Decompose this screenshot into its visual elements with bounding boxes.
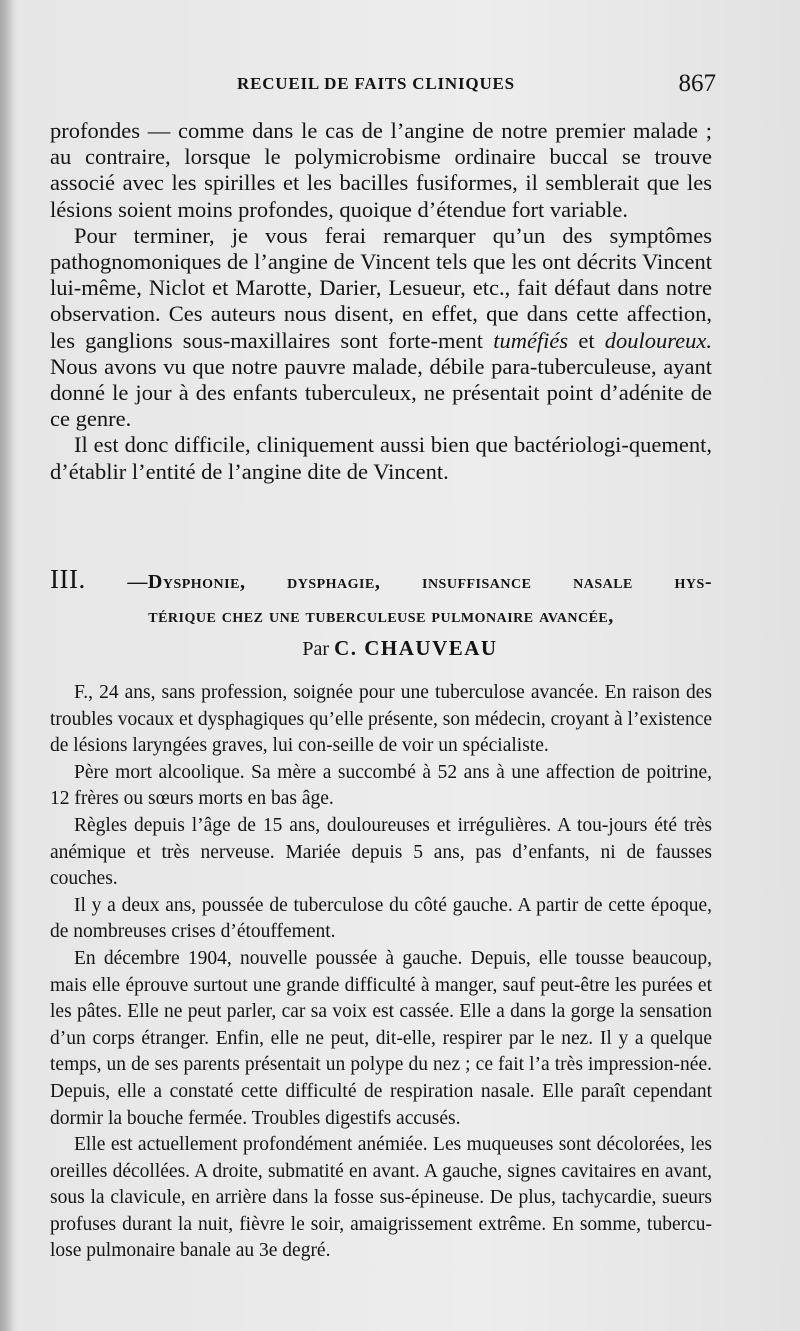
paragraph-text: Nous avons vu que notre pauvre malade, débile para-tuberculeuse, ayant donné le jour à des enfants tuberculeux, ne présentait point d’adénite de ce genre.	[50, 353, 712, 432]
paragraph-text: Pour terminer, je vous ferai remarquer qu’un des symptômes pathognomoniques de l’angine de Vincent tels que les ont décrits Vincent lui-même, Niclot et Marotte, Darier, Lesueur, etc., fait défaut dans notre observation. Ces auteurs nous disent, en effet, que dans cette affection, les ganglions sous-maxillaires sont forte-ment	[50, 222, 712, 353]
author-name: C. CHAUVEAU	[334, 636, 498, 660]
paragraph: F., 24 ans, sans profession, soignée pour une tuberculose avancée. En raison des troubles vocaux et dysphagiques qu’elle présente, son médecin, croyant à l’existence de lésions laryngées graves, lui con-seille de voir un spécialiste.	[50, 682, 712, 757]
section-1-body	[50, 118, 712, 485]
heading-line: térique chez une tuberculeuse pulmonaire avancée,	[148, 605, 614, 627]
heading-text: —Dysphonie, dysphagie, insuffisance nasale hys-	[127, 571, 712, 593]
byline	[0, 636, 800, 661]
paragraph: Il est donc difficile, cliniquement aussi bien que bactériologi-quement, d’établir l’entité de l’angine dite de Vincent.	[50, 432, 712, 484]
italic-term: douloureux.	[604, 327, 713, 353]
heading-line	[50, 562, 712, 599]
running-head	[52, 70, 716, 100]
paragraph: Règles depuis l’âge de 15 ans, douloureuses et irrégulières. A tou-jours été très anémique et très nerveuse. Mariée depuis 5 ans, pas d’enfants, ni de fausses couches.	[50, 814, 712, 890]
paragraph	[50, 223, 712, 433]
running-title: RECUEIL DE FAITS CLINIQUES	[237, 74, 515, 93]
paragraph-text: et	[578, 327, 595, 353]
italic-term: tuméfiés	[493, 327, 569, 353]
section-numeral: III.	[50, 564, 86, 594]
section-heading	[50, 562, 712, 633]
paragraph: Père mort alcoolique. Sa mère a succombé à 52 ans à une affection de poitrine, 12 frères ou sœurs morts en bas âge.	[50, 761, 712, 810]
paragraph: Il y a deux ans, poussée de tuberculose du côté gauche. A partir de cette époque, de nombreuses crises d’étouffement.	[50, 894, 712, 943]
section-3-body	[50, 680, 712, 1265]
paragraph: En décembre 1904, nouvelle poussée à gauche. Depuis, elle tousse beaucoup, mais elle éprouve surtout une grande difficulté à manger, sauf peut-être les purées et les pâtes. Elle ne peut parler, car sa voix est cassée. Elle a dans la gorge la sensation d’un corps étranger. Enfin, elle ne peut, dit-elle, respirer par le nez. Il y a quelque temps, un de ses parents présentait un polype du nez ; ce fait l’a très impression-née. Depuis, elle a constaté cette difficulté de respiration nasale. Elle paraît cependant dormir la bouche fermée. Troubles digestifs accusés.	[50, 947, 712, 1129]
paragraph: Elle est actuellement profondément anémiée. Les muqueuses sont décolorées, les oreilles décollées. A droite, submatité en avant. A gauche, signes cavitaires en avant, sous la clavicule, en arrière dans la fosse sus-épineuse. De plus, tachycardie, sueurs profuses durant la nuit, fièvre le soir, amaigrissement extrême. En somme, tubercu-lose pulmonaire banale au 3e degré.	[50, 1134, 712, 1262]
byline-prefix: Par	[302, 638, 330, 660]
gutter-shadow	[0, 0, 14, 1331]
page-number: 867	[678, 70, 716, 97]
paragraph: profondes — comme dans le cas de l’angine de notre premier malade ; au contraire, lorsque le polymicrobisme ordinaire buccal se trouve associé avec les spirilles et les bacilles fusiformes, il semblerait que les lésions soient moins profondes, quoique d’étendue fort variable.	[50, 118, 712, 222]
